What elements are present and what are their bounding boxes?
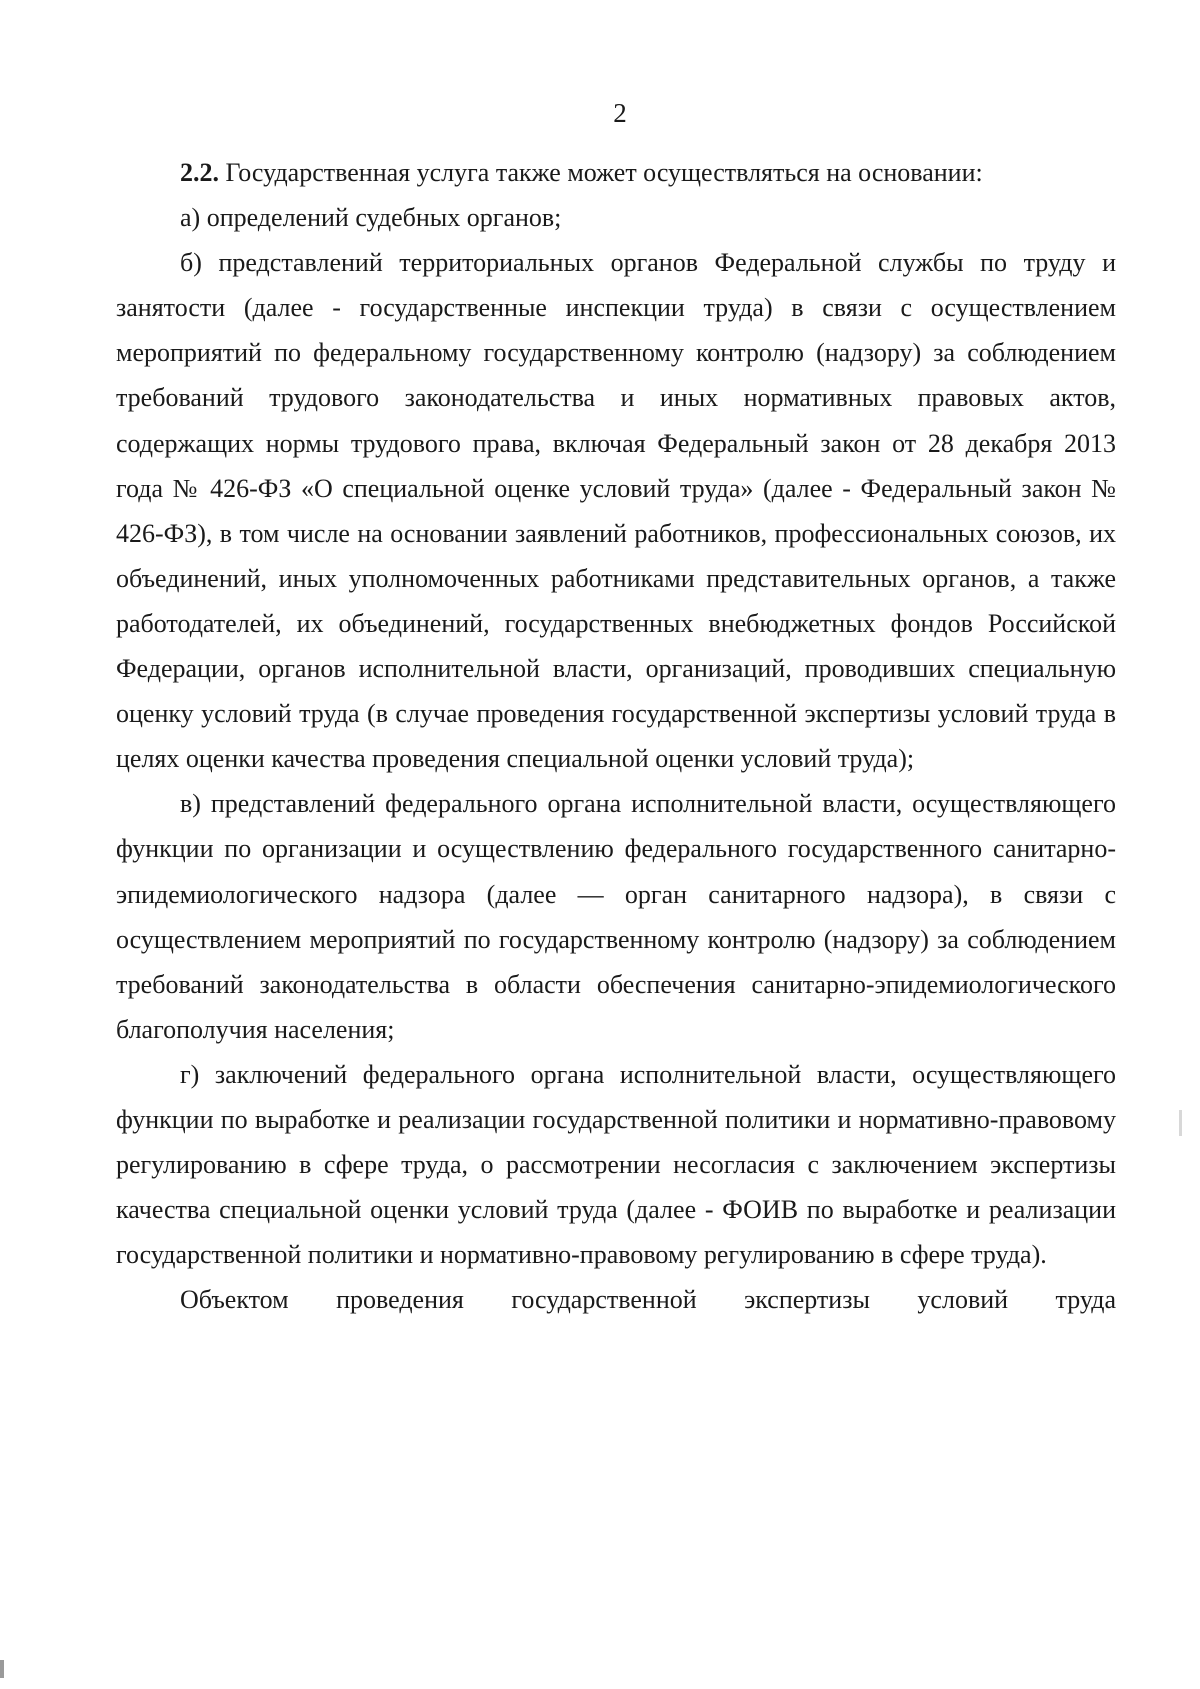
paragraph-2-2 xyxy=(116,150,1116,195)
scan-artifact-mark xyxy=(1179,1110,1182,1136)
paragraph-item-a: а) определений судебных органов; xyxy=(180,203,562,233)
paragraph-item-b: б) представлений территориальных органов Федеральной службы по труду и занятости (далее - государственные инспекции труда) в связи с осуществлением мероприятий по федеральному государственному контролю (надзору) за соблюдением требований трудового законодательства и иных нормативных правовых актов, содержащих нормы трудового права, включая Федеральный закон от 28 декабря 2013 года № 426-ФЗ «О специальной оценке условий труда» (далее - Федеральный закон № 426-ФЗ), в том числе на основании заявлений работников, профессиональных союзов, их объединений, иных уполномоченных работниками представительных органов, а также работодателей, их объединений, государственных внебюджетных фондов Российской Федерации, органов исполнительной власти, организаций, проводивших специальную оценку условий труда (в случае проведения государственной экспертизы условий труда в целях оценки качества проведения специальной оценки условий труда); xyxy=(116,248,1116,774)
document-body xyxy=(116,150,1116,1322)
paragraph-object-of-expertise: Объектом проведения государственной экспертизы условий труда xyxy=(180,1285,1116,1315)
paragraph-item-v: в) представлений федерального органа исполнительной власти, осуществляющего функции по организации и осуществлению федерального государственного санитарно-эпидемиологического надзора (далее — орган санитарного надзора), в связи с осуществлением мероприятий по государственному контролю (надзору) за соблюдением требований законодательства в области обеспечения санитарно-эпидемиологического благополучия населения; xyxy=(116,789,1116,1044)
paragraph-item-g: г) заключений федерального органа исполнительной власти, осуществляющего функции по выработке и реализации государственной политики и нормативно-правовому регулированию в сфере труда, о рассмотрении несогласия с заключением экспертизы качества специальной оценки условий труда (далее - ФОИВ по выработке и реализации государственной политики и нормативно-правовому регулированию в сфере труда). xyxy=(116,1059,1116,1270)
scan-artifact-dot xyxy=(0,1660,4,1678)
page-number: 2 xyxy=(613,98,627,128)
section-number: 2.2. xyxy=(180,158,219,187)
paragraph-2-2-text: Государственная услуга также может осуществляться на основании: xyxy=(219,158,983,187)
